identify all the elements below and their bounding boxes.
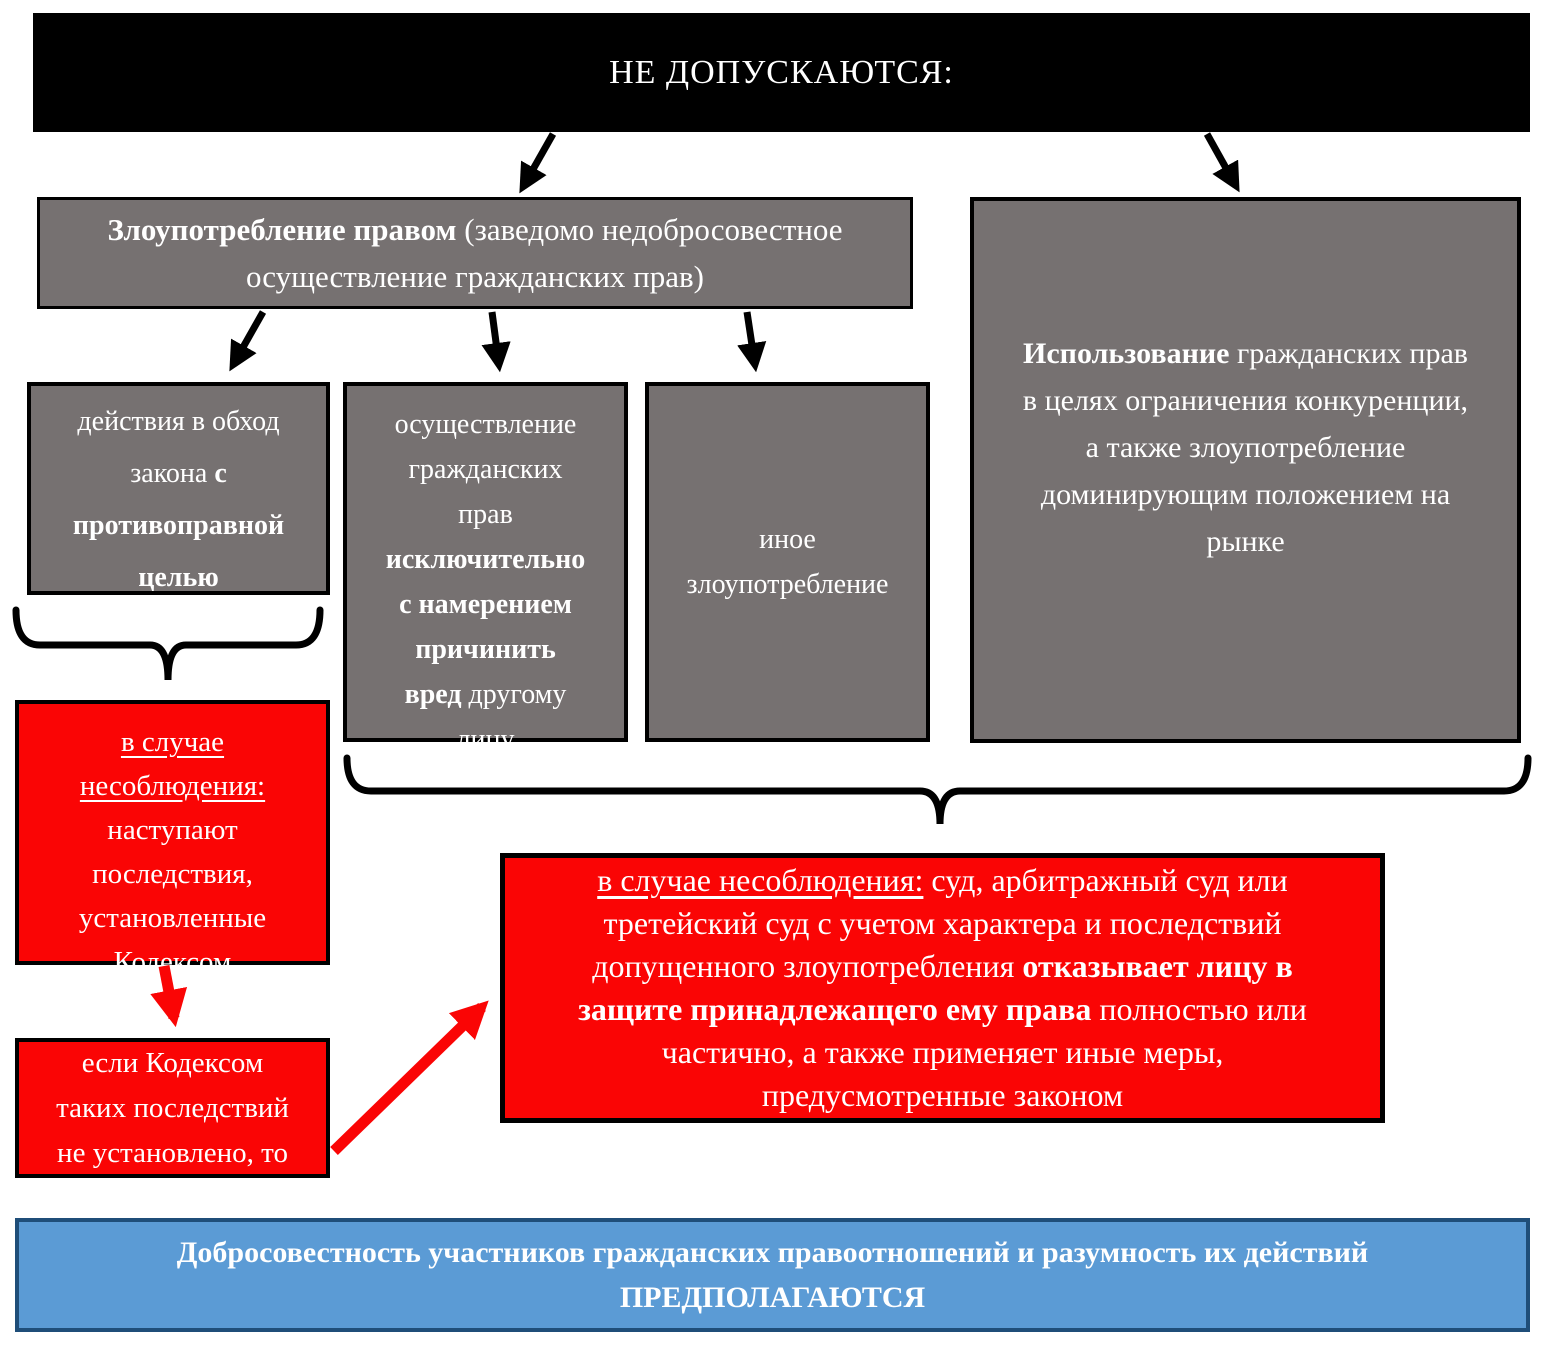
text-line: злоупотребление (686, 569, 889, 600)
text-line: частично, а также применяет иные меры, (661, 1034, 1224, 1070)
text-line: Злоупотребление правом (заведомо недобросовестное (107, 212, 843, 247)
text-line: причинить (415, 634, 556, 665)
text-line: действия в обход (77, 406, 280, 437)
text-line: в целях ограничения конкуренции, (1022, 383, 1469, 417)
text-line: закона с (130, 458, 227, 489)
arrow-no-consequences-to-court-icon (334, 1007, 482, 1151)
code-consequences-box (15, 700, 330, 978)
arrow-abuse-to-harm-icon (492, 312, 499, 365)
text-line: Добросовестность участников гражданских правоотношений и разумность их действий (176, 1236, 1369, 1269)
text-line: иное (759, 524, 816, 555)
good-faith-banner (15, 1218, 1530, 1332)
text-line: Использование гражданских прав (1023, 336, 1468, 370)
arrow-abuse-to-circumvention-icon (233, 312, 263, 365)
curly-brace-large (347, 758, 1528, 824)
competition-restriction-box (970, 197, 1521, 743)
no-consequences-box (15, 1038, 330, 1178)
text-line: последствия, (92, 858, 253, 890)
text-line: защите принадлежащего ему права полностью или (578, 991, 1307, 1027)
text-line: целью (138, 562, 219, 593)
text-line: наступают (107, 814, 238, 846)
text-line: с намерением (399, 589, 572, 620)
text-line: в случае несоблюдения: суд, арбитражный суд или (597, 862, 1288, 898)
text-line: Кодексом (113, 946, 232, 978)
text-line: допущенного злоупотребления отказывает лицу в (592, 948, 1293, 984)
text-line: прав (458, 499, 513, 530)
arrow-banner-to-abuse-icon (523, 134, 553, 187)
text-line: рынке (1206, 524, 1285, 558)
top-banner (33, 13, 1530, 132)
law-circumvention-box (27, 382, 330, 595)
text-line: установленные (78, 902, 267, 934)
text-line: таких последствий (56, 1091, 289, 1124)
text-line: доминирующим положением на (1040, 477, 1451, 511)
text-line: предусмотренные законом (761, 1077, 1124, 1113)
text-line: несоблюдения: (79, 770, 266, 802)
harm-intent-box (343, 382, 628, 755)
abuse-of-right-box (37, 197, 913, 309)
arrow-abuse-to-other-icon (747, 312, 755, 365)
text-line: противоправной (72, 510, 285, 541)
curly-brace-small (16, 610, 320, 680)
court-refusal-box (500, 853, 1385, 1123)
text-line: не установлено, то (57, 1136, 288, 1169)
text-line: ПРЕДПОЛАГАЮТСЯ (619, 1281, 926, 1314)
other-abuse-box (645, 382, 930, 742)
text-line: осуществление (394, 409, 577, 440)
text-line: если Кодексом (81, 1046, 264, 1079)
text-line: в случае (120, 726, 225, 758)
text-line: третейский суд с учетом характера и последствий (603, 905, 1282, 941)
text-line: исключительно (385, 544, 586, 575)
arrow-banner-to-competition-icon (1207, 134, 1236, 186)
text-line: лицу (456, 724, 515, 755)
text-line: а также злоупотребление (1085, 430, 1406, 464)
text-line: осуществление гражданских прав) (246, 259, 704, 294)
text-line: гражданских (408, 454, 563, 485)
top-banner-title: НЕ ДОПУСКАЮТСЯ: (609, 53, 954, 91)
text-line: вред другому (404, 679, 567, 710)
